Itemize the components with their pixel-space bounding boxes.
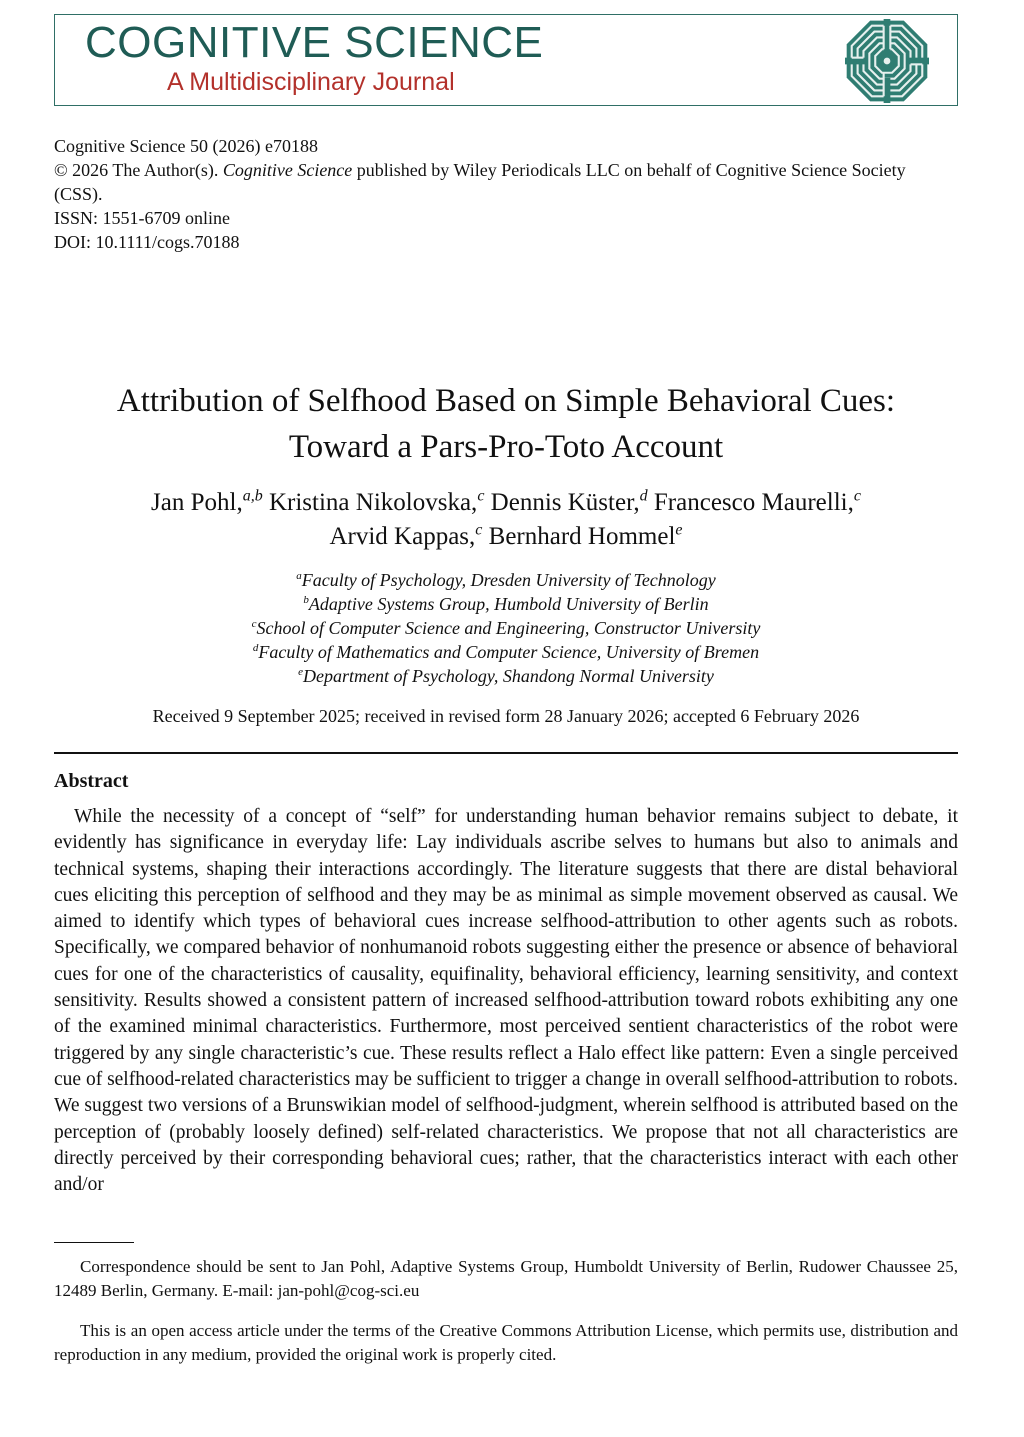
correspondence-footnote: Correspondence should be sent to Jan Pohl, Adaptive Systems Group, Humboldt University of Berlin, Rudower Chaussee 25, 12489 Berlin, Germany. E-mail: jan-pohl@cog-sci.eu	[54, 1257, 958, 1301]
paper-title-line-1: Attribution of Selfhood Based on Simple Behavioral Cues:	[116, 383, 896, 419]
author: Dennis Küster,	[490, 489, 640, 516]
author-affiliation-mark: a,b	[242, 487, 263, 505]
copyright: © 2026 The Author(s). Cognitive Science published by Wiley Periodicals LLC on behalf of Cognitive Science Society (CSS).	[54, 160, 906, 204]
affiliation: $^d$Faculty of Mathematics and Computer Science, University of Bremen	[252, 642, 760, 662]
submission-dates: Received 9 September 2025; received in revised form 28 January 2026; accepted 6 February 2026	[152, 706, 860, 726]
author: Arvid Kappas,	[329, 523, 476, 550]
author: Bernhard Hommel	[488, 523, 676, 550]
affiliation: $^b$Adaptive Systems Group, Humbold University of Berlin	[303, 594, 709, 614]
footnote-divider	[54, 1242, 134, 1243]
author-list	[54, 486, 958, 554]
journal-banner	[54, 14, 958, 106]
affiliation-list	[54, 568, 958, 688]
author-affiliation-mark: d	[639, 487, 648, 505]
paper-title-line-2: Toward a Pars-Pro-Toto Account	[288, 429, 724, 465]
author-line-1	[54, 486, 958, 520]
paper-title	[54, 378, 958, 470]
article-page	[54, 14, 958, 1367]
citation: Cognitive Science 50 (2026) e70188	[54, 136, 318, 156]
author: Jan Pohl,	[151, 489, 243, 516]
author: Francesco Maurelli,	[653, 489, 854, 516]
labyrinth-octagon-icon	[845, 19, 929, 103]
doi: DOI: 10.1111/cogs.70188	[54, 232, 240, 252]
author: Kristina Nikolovska,	[268, 489, 478, 516]
abstract-heading: Abstract	[54, 770, 129, 792]
affiliation: $^e$Department of Psychology, Shandong Normal University	[298, 666, 714, 686]
abstract-text: While the necessity of a concept of “self” for understanding human behavior remains subject to debate, it evidently has significance in everyday life: Lay individuals ascribe selves to humans but also to animals and technical systems, shaping their interactions accordingly. The literature suggests that there are distal behavioral cues eliciting this perception of selfhood and they may be as minimal as simple movement observed as causal. We aimed to identify which types of behavioral cues increase selfhood-attribution to other agents such as robots. Specifically, we compared behavior of nonhumanoid robots suggesting either the presence or absence of behavioral cues for one of the characteristics of causality, equifinality, behavioral efficiency, learning sensitivity, and context sensitivity. Results showed a consistent pattern of increased selfhood-attribution toward robots exhibiting any one of the examined minimal characteristics. Furthermore, most perceived sentient characteristics of the robot were triggered by any single characteristic’s cue. These results reflect a Halo effect like pattern: Even a single perceived cue of selfhood-related characteristics may be sufficient to trigger a change in overall selfhood-attribution to robots. We suggest two versions of a Brunswikian model of selfhood-judgment, wherein selfhood is attributed based on the perception of (probably loosely defined) self-related characteristics. We propose that not all characteristics are directly perceived by their corresponding behavioral cues; rather, that the characteristics interact with each other and/or	[54, 806, 958, 1196]
section-divider	[54, 752, 958, 754]
issn: ISSN: 1551-6709 online	[54, 208, 231, 228]
journal-subtitle: A Multidisciplinary Journal	[167, 68, 455, 96]
author-affiliation-mark: e	[675, 521, 683, 539]
author-affiliation-mark: c	[853, 487, 861, 505]
author-affiliation-mark: c	[477, 487, 485, 505]
author-line-2	[54, 520, 958, 554]
license-notice: This is an open access article under the terms of the Creative Commons Attribution License, which permits use, distribution and reproduction in any medium, provided the original work is properly cited.	[54, 1321, 958, 1365]
affiliation: $^c$School of Computer Science and Engineering, Constructor University	[251, 618, 761, 638]
affiliation: $^a$Faculty of Psychology, Dresden University of Technology	[296, 570, 716, 590]
author-affiliation-mark: c	[475, 521, 483, 539]
publication-meta	[54, 134, 958, 254]
journal-name: COGNITIVE SCIENCE	[85, 18, 544, 67]
